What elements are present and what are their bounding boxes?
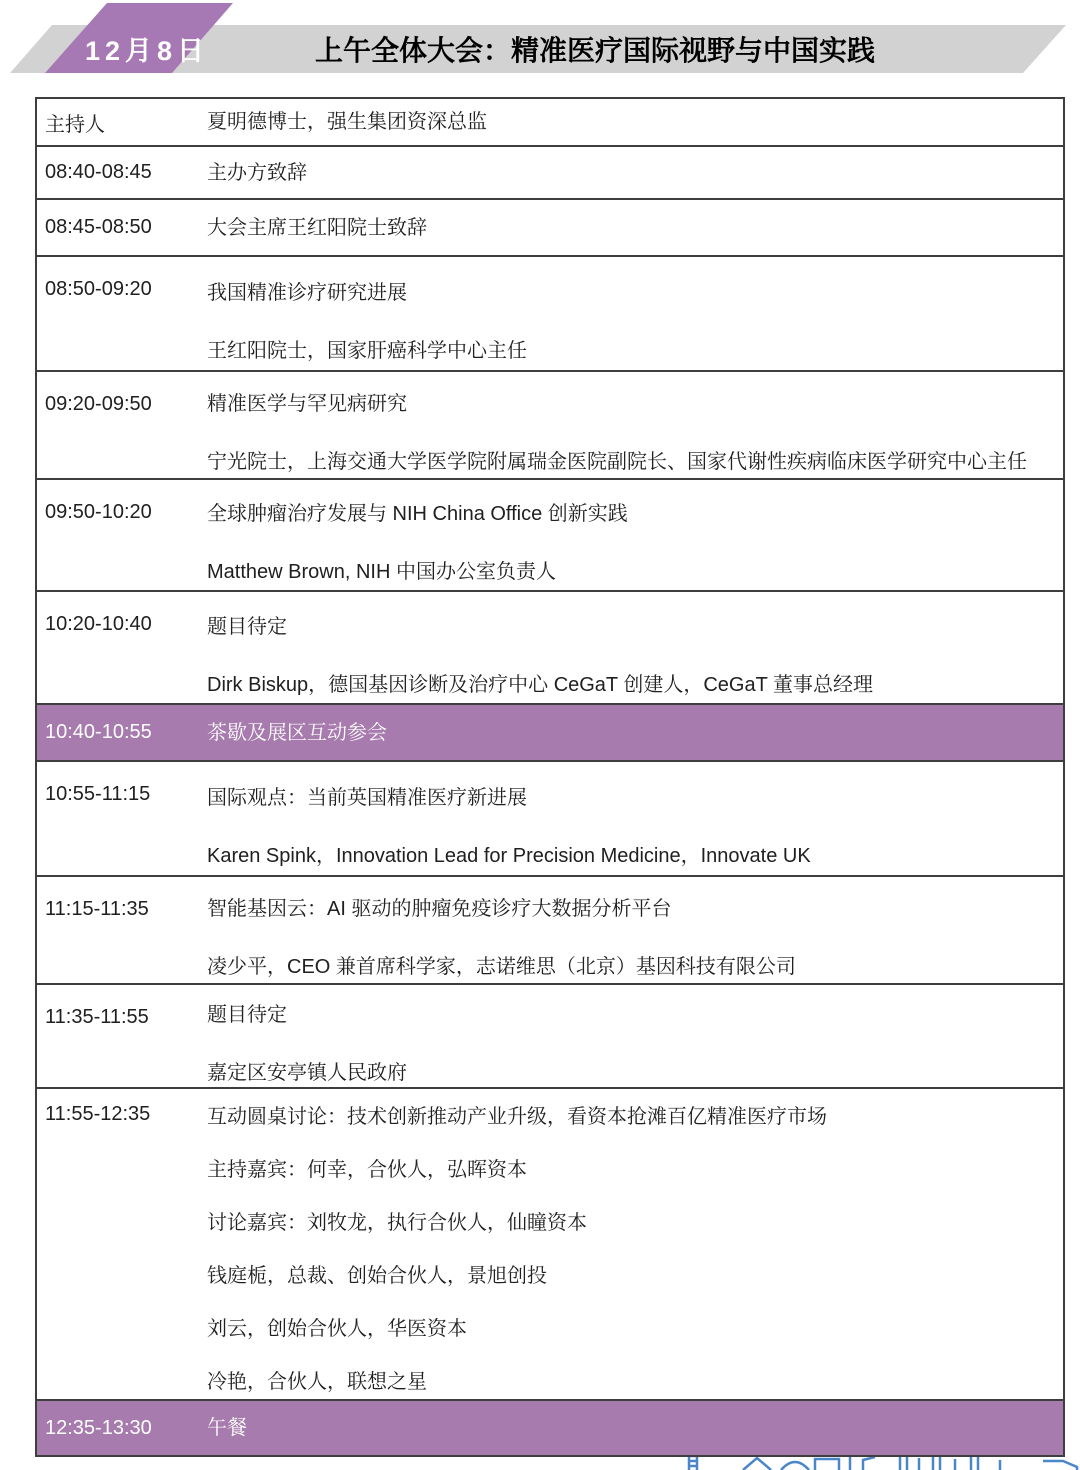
session-time: 10:55-11:15 [45, 783, 151, 805]
schedule-row [37, 985, 1063, 1089]
schedule-table [35, 97, 1065, 1457]
session-time: 08:45-08:50 [45, 216, 152, 238]
session-time: 10:40-10:55 [45, 721, 152, 743]
session-title: 全球肿瘤治疗发展与 NIH China Office 创新实践 [207, 503, 628, 525]
session-speaker: 刘云，创始合伙人，华医资本 [207, 1317, 467, 1340]
schedule-row [37, 200, 1063, 257]
session-title: 午餐 [207, 1417, 247, 1439]
session-speaker: 讨论嘉宾：刘牧龙，执行合伙人，仙瞳资本 [207, 1211, 587, 1234]
session-title: 精准医学与罕见病研究 [207, 393, 407, 415]
session-title: 题目待定 [207, 615, 287, 638]
session-speaker: 凌少平，CEO 兼首席科学家，志诺维思（北京）基因科技有限公司 [207, 956, 796, 978]
session-title: 题目待定 [207, 1004, 287, 1026]
schedule-row [37, 147, 1063, 200]
session-title: 我国精准诊疗研究进展 [207, 281, 407, 304]
session-title: 大会主席王红阳院士致辞 [207, 216, 427, 239]
session-time: 08:40-08:45 [45, 161, 152, 183]
session-title: 互动圆桌讨论：技术创新推动产业升级，看资本抢滩百亿精准医疗市场 [207, 1105, 827, 1128]
schedule-row [37, 480, 1063, 592]
schedule-row [37, 372, 1063, 480]
schedule-row [37, 257, 1063, 372]
tea-break-row [37, 705, 1063, 762]
session-time: 11:55-12:35 [45, 1103, 151, 1125]
session-speaker: Matthew Brown, NIH 中国办公室负责人 [207, 561, 556, 583]
session-speaker: Karen Spink，Innovation Lead for Precision Medicine，Innovate UK [207, 844, 811, 867]
session-time: 09:50-10:20 [45, 501, 152, 523]
session-time: 11:35-11:55 [45, 1006, 149, 1028]
session-speaker: 王红阳院士，国家肝癌科学中心主任 [207, 339, 527, 362]
session-time: 10:20-10:40 [45, 613, 152, 635]
session-time: 主持人 [45, 113, 105, 136]
session-speaker: Dirk Biskup，德国基因诊断及治疗中心 CeGaT 创建人，CeGaT 董事总经理 [207, 673, 874, 696]
schedule-row-host [37, 99, 1063, 147]
session-time: 11:15-11:35 [45, 898, 149, 920]
session-time: 08:50-09:20 [45, 278, 152, 300]
schedule-row [37, 877, 1063, 985]
session-title: 夏明德博士，强生集团资深总监 [207, 111, 487, 133]
session-title: 茶歇及展区互动参会 [207, 721, 387, 744]
schedule-row [37, 592, 1063, 705]
header-banner [0, 0, 1080, 90]
session-speaker: 冷艳，合伙人，联想之星 [207, 1370, 427, 1393]
session-speaker: 宁光院士，上海交通大学医学院附属瑞金医院副院长、国家代谢性疾病临床医学研究中心主任 [207, 451, 1027, 473]
schedule-row [37, 762, 1063, 877]
date-label: 12月8日 [84, 36, 210, 66]
session-banner-title: 上午全体大会：精准医疗国际视野与中国实践 [314, 35, 875, 66]
session-speaker: 嘉定区安亭镇人民政府 [207, 1062, 407, 1084]
roundtable-row [37, 1089, 1063, 1401]
session-speaker: 主持嘉宾：何幸，合伙人，弘晖资本 [207, 1158, 527, 1181]
lunch-row [37, 1401, 1063, 1455]
session-title: 主办方致辞 [207, 161, 307, 184]
session-time: 12:35-13:30 [45, 1416, 152, 1439]
session-time: 09:20-09:50 [45, 393, 152, 415]
session-speaker: 钱庭栀，总裁、创始合伙人，景旭创投 [207, 1264, 547, 1287]
session-title: 国际观点：当前英国精准医疗新进展 [207, 786, 527, 809]
session-title: 智能基因云：AI 驱动的肿瘤免疫诊疗大数据分析平台 [207, 898, 672, 920]
